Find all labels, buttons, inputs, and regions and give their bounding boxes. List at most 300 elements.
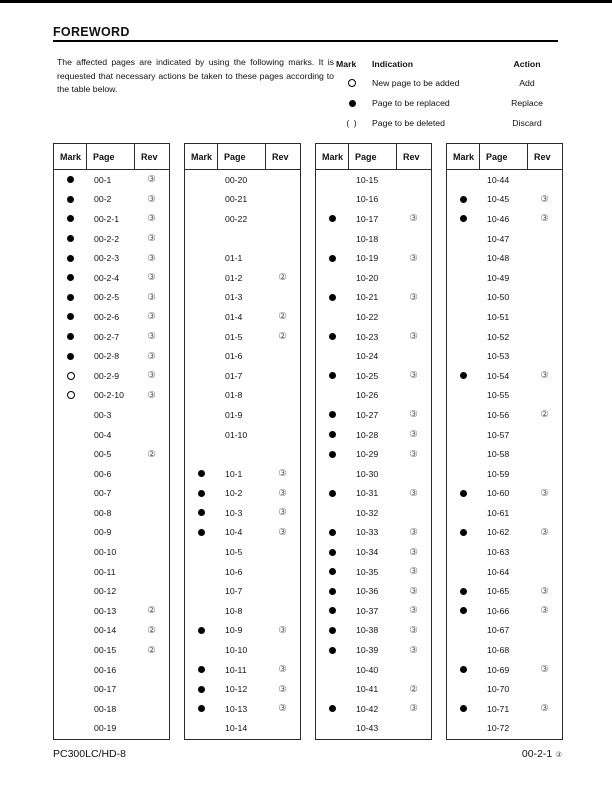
mark-cell [54,391,87,399]
rev-cell: ③ [409,370,418,382]
mark-cell [447,588,480,595]
table-row [54,366,169,386]
table-row [447,248,562,268]
page-cell: 01-6 [225,351,243,362]
table-header-mark: Mark [185,144,218,169]
table-row [316,444,431,464]
rev-cell: ③ [147,291,156,303]
table-row [447,444,562,464]
page-cell: 00-14 [94,625,117,636]
page-cell: 00-8 [94,507,112,518]
table-header-mark: Mark [447,144,480,169]
table-row [185,601,300,621]
table-header-mark: Mark [54,144,87,169]
table-header-row [447,144,562,170]
rev-cell: ③ [147,331,156,343]
page-cell: 10-27 [356,409,379,420]
page-cell: 00-6 [94,468,112,479]
table-row [54,248,169,268]
page-list-table-4 [446,143,563,740]
rev-cell: ③ [540,703,549,715]
table-row [316,562,431,582]
page-cell: 10-39 [356,645,379,656]
mark-cell [54,215,87,222]
table-row [447,484,562,504]
page-cell: 10-9 [225,625,243,636]
table-row [185,346,300,366]
legend-action-cell: Replace [511,98,543,108]
mark-cell [316,372,349,379]
page-cell: 10-15 [356,174,379,185]
page-top-edge [0,0,612,3]
filled-circle-mark [198,686,205,693]
legend-action-cell: Discard [512,118,542,128]
table-row [185,719,300,739]
filled-circle-mark [198,490,205,497]
mark-cell [185,686,218,693]
table-row [185,229,300,249]
table-row [54,464,169,484]
mark-cell [316,588,349,595]
page-cell: 10-51 [487,311,510,322]
table-row [447,699,562,719]
mark-cell [316,451,349,458]
filled-circle-mark [329,451,336,458]
page-cell: 00-13 [94,605,117,616]
table-row [54,660,169,680]
page-cell: 10-53 [487,351,510,362]
rev-cell: ② [278,272,287,284]
page-cell: 10-2 [225,488,243,499]
table-row [185,503,300,523]
page-cell: 10-26 [356,390,379,401]
mark-cell [54,372,87,380]
page-cell: 00-2-5 [94,292,120,303]
rev-cell: ③ [278,487,287,499]
table-row [185,209,300,229]
page-cell: 00-18 [94,703,117,714]
table-row [447,209,562,229]
rev-cell: ③ [278,624,287,636]
page-cell: 10-66 [487,605,510,616]
legend-action-cell: Add [519,78,535,88]
legend-indication-cell: Page to be deleted [372,118,445,128]
table-row [185,562,300,582]
table-header-page: Page [480,144,528,169]
mark-cell [185,705,218,712]
page-cell: 00-1 [94,174,112,185]
page-list-table-1 [53,143,170,740]
page-cell: 00-4 [94,429,112,440]
table-header-rev: Rev [403,151,420,162]
mark-cell [185,627,218,634]
page-cell: 00-12 [94,586,117,597]
filled-circle-mark [329,529,336,536]
rev-cell: ③ [540,664,549,676]
legend-header-row [334,55,562,73]
page-cell: 00-16 [94,664,117,675]
rev-cell: ③ [409,429,418,441]
page-cell: 10-43 [356,723,379,734]
page-cell: 10-7 [225,586,243,597]
legend-mark-cell [334,100,370,107]
page-cell: 01-10 [225,429,248,440]
table-body [185,170,300,738]
table-body [54,170,169,738]
table-row [54,542,169,562]
legend-header-action: Action [513,59,541,69]
table-row [316,170,431,190]
page-cell: 10-62 [487,527,510,538]
rev-cell: ③ [147,213,156,225]
page-cell: 10-30 [356,468,379,479]
filled-circle-mark [198,509,205,516]
page-cell: 10-34 [356,547,379,558]
rev-cell: ③ [409,291,418,303]
table-row [54,327,169,347]
table-row [54,621,169,641]
table-row [316,601,431,621]
page-cell: 10-63 [487,547,510,558]
page-cell: 10-6 [225,566,243,577]
table-row [185,523,300,543]
page-cell: 10-8 [225,605,243,616]
rev-cell: ③ [278,683,287,695]
page-cell: 10-72 [487,723,510,734]
table-row [185,660,300,680]
table-row [54,581,169,601]
table-row [54,719,169,739]
rev-cell: ③ [409,252,418,264]
table-body [316,170,431,738]
table-row [54,425,169,445]
table-row [316,307,431,327]
filled-circle-mark [460,196,467,203]
filled-circle-mark [329,705,336,712]
table-row [185,484,300,504]
mark-cell [316,549,349,556]
page-cell: 10-49 [487,272,510,283]
rev-cell: ③ [540,605,549,617]
mark-cell [54,353,87,360]
page-cell: 00-9 [94,527,112,538]
mark-cell [54,294,87,301]
table-header-rev: Rev [272,151,289,162]
filled-circle-mark [198,666,205,673]
legend-row [334,73,562,93]
table-row [316,699,431,719]
page-cell: 10-25 [356,370,379,381]
rev-cell: ③ [278,526,287,538]
filled-circle-mark [460,372,467,379]
page-cell: 01-4 [225,311,243,322]
table-row [185,640,300,660]
page-cell: 10-31 [356,488,379,499]
table-row [185,170,300,190]
table-row [447,542,562,562]
page-cell: 10-65 [487,586,510,597]
page-cell: 10-21 [356,292,379,303]
footer-page-number [522,748,562,760]
page-cell: 00-2-8 [94,351,120,362]
page-cell: 10-5 [225,547,243,558]
table-row [447,503,562,523]
mark-cell [316,705,349,712]
page-cell: 10-18 [356,233,379,244]
table-row [54,268,169,288]
table-row [447,268,562,288]
rev-cell: ③ [409,213,418,225]
filled-circle-mark [67,196,74,203]
page-cell: 01-8 [225,390,243,401]
rev-cell: ③ [147,389,156,401]
mark-cell [185,470,218,477]
rev-cell: ③ [147,233,156,245]
rev-cell: ③ [409,331,418,343]
filled-circle-mark [329,549,336,556]
mark-cell [316,490,349,497]
mark-cell [316,294,349,301]
mark-cell [447,215,480,222]
table-header-page: Page [349,144,397,169]
table-row [54,346,169,366]
rev-cell: ③ [409,644,418,656]
page-cell: 10-58 [487,449,510,460]
page-cell: 10-44 [487,174,510,185]
page-cell: 00-2-10 [94,390,124,401]
rev-cell: ③ [147,350,156,362]
filled-circle-mark [460,666,467,673]
table-row [54,229,169,249]
page-cell: 00-21 [225,194,248,205]
table-row [54,307,169,327]
mark-cell [316,411,349,418]
marks-legend [334,55,562,133]
page-cell: 10-33 [356,527,379,538]
table-row [185,464,300,484]
table-row [185,405,300,425]
page-cell: 10-22 [356,311,379,322]
table-row [185,621,300,641]
filled-circle-mark [67,235,74,242]
table-row [447,640,562,660]
mark-cell [447,705,480,712]
page-cell: 10-40 [356,664,379,675]
table-row [316,190,431,210]
footer-page-rev: ③ [555,750,562,759]
intro-paragraph: The affected pages are indicated by using the following marks. It is requested that necessary actions be taken to these pages according to the table below. [57,57,334,95]
table-row [54,209,169,229]
table-row [316,386,431,406]
table-row [185,366,300,386]
table-row [447,405,562,425]
rev-cell: ② [147,644,156,656]
page-cell: 10-57 [487,429,510,440]
legend-header-mark: Mark [336,59,357,69]
table-body [447,170,562,738]
table-row [316,640,431,660]
table-row [447,307,562,327]
rev-cell: ③ [147,370,156,382]
table-row [447,601,562,621]
table-row [54,170,169,190]
rev-cell: ③ [409,409,418,421]
table-row [185,542,300,562]
page-cell: 10-60 [487,488,510,499]
page-cell: 00-20 [225,174,248,185]
legend-indication-cell: New page to be added [372,78,460,88]
filled-circle-mark [349,100,356,107]
table-row [316,248,431,268]
page-cell: 10-14 [225,723,248,734]
legend-header-indication: Indication [372,59,414,69]
filled-circle-mark [67,255,74,262]
legend-rows [334,73,562,133]
page-cell: 10-10 [225,645,248,656]
table-row [185,444,300,464]
filled-circle-mark [329,588,336,595]
filled-circle-mark [198,705,205,712]
mark-cell [54,196,87,203]
table-row [185,386,300,406]
filled-circle-mark [198,529,205,536]
page-cell: 10-17 [356,213,379,224]
page-cell: 10-20 [356,272,379,283]
table-row [54,484,169,504]
page-cell: 00-15 [94,645,117,656]
mark-cell [447,607,480,614]
page-cell: 10-35 [356,566,379,577]
mark-cell [185,529,218,536]
table-row [185,425,300,445]
table-row [316,464,431,484]
filled-circle-mark [329,255,336,262]
filled-circle-mark [329,333,336,340]
page-cell: 10-54 [487,370,510,381]
table-row [54,288,169,308]
table-row [447,562,562,582]
legend-row [334,93,562,113]
page-cell: 10-24 [356,351,379,362]
table-row [316,366,431,386]
table-row [447,229,562,249]
table-row [316,503,431,523]
table-row [185,248,300,268]
filled-circle-mark [67,274,74,281]
legend-mark-cell [334,79,370,87]
page-cell: 10-16 [356,194,379,205]
mark-cell [54,274,87,281]
table-row [447,621,562,641]
table-header-row [54,144,169,170]
mark-cell [316,431,349,438]
table-header-rev: Rev [141,151,158,162]
page-cell: 01-2 [225,272,243,283]
page-cell: 10-12 [225,684,248,695]
mark-cell [316,647,349,654]
rev-cell: ③ [147,174,156,186]
page-cell: 00-7 [94,488,112,499]
table-row [316,660,431,680]
page-cell: 10-32 [356,507,379,518]
page-cell: 10-4 [225,527,243,538]
rev-cell: ② [278,311,287,323]
mark-cell [447,490,480,497]
table-row [54,640,169,660]
mark-cell [185,490,218,497]
page-cell: 10-61 [487,507,510,518]
filled-circle-mark [460,490,467,497]
legend-mark-cell [334,118,370,128]
open-circle-mark [67,372,75,380]
legend-row [334,113,562,133]
page-title: FOREWORD [53,25,130,39]
table-header-rev: Rev [534,151,551,162]
table-row [316,346,431,366]
mark-cell [54,176,87,183]
page-cell: 01-3 [225,292,243,303]
table-row [54,190,169,210]
table-row [316,679,431,699]
table-row [185,679,300,699]
rev-cell: ③ [278,703,287,715]
rev-cell: ② [540,409,549,421]
page-cell: 10-41 [356,684,379,695]
filled-circle-mark [460,215,467,222]
page-cell: 00-2-6 [94,311,120,322]
rev-cell: ② [147,624,156,636]
page-cell: 01-5 [225,331,243,342]
table-row [316,268,431,288]
mark-cell [447,666,480,673]
table-row [54,503,169,523]
page-cell: 10-69 [487,664,510,675]
table-row [54,562,169,582]
table-row [316,621,431,641]
mark-cell [54,333,87,340]
filled-circle-mark [460,705,467,712]
table-header-page: Page [218,144,266,169]
table-row [447,288,562,308]
table-row [185,581,300,601]
rev-cell: ③ [147,193,156,205]
page-cell: 10-36 [356,586,379,597]
page-cell: 10-47 [487,233,510,244]
page-cell: 10-71 [487,703,510,714]
page-cell: 10-67 [487,625,510,636]
rev-cell: ③ [540,370,549,382]
filled-circle-mark [67,353,74,360]
page-cell: 10-28 [356,429,379,440]
filled-circle-mark [198,470,205,477]
table-row [54,679,169,699]
filled-circle-mark [329,627,336,634]
page-cell: 10-23 [356,331,379,342]
mark-cell [447,372,480,379]
rev-cell: ③ [278,664,287,676]
table-row [447,679,562,699]
table-row [447,346,562,366]
page-cell: 10-1 [225,468,243,479]
table-row [447,425,562,445]
table-row [316,288,431,308]
filled-circle-mark [67,176,74,183]
mark-cell [54,313,87,320]
table-row [316,229,431,249]
page-cell: 10-55 [487,390,510,401]
table-row [54,386,169,406]
page-cell: 00-2 [94,194,112,205]
